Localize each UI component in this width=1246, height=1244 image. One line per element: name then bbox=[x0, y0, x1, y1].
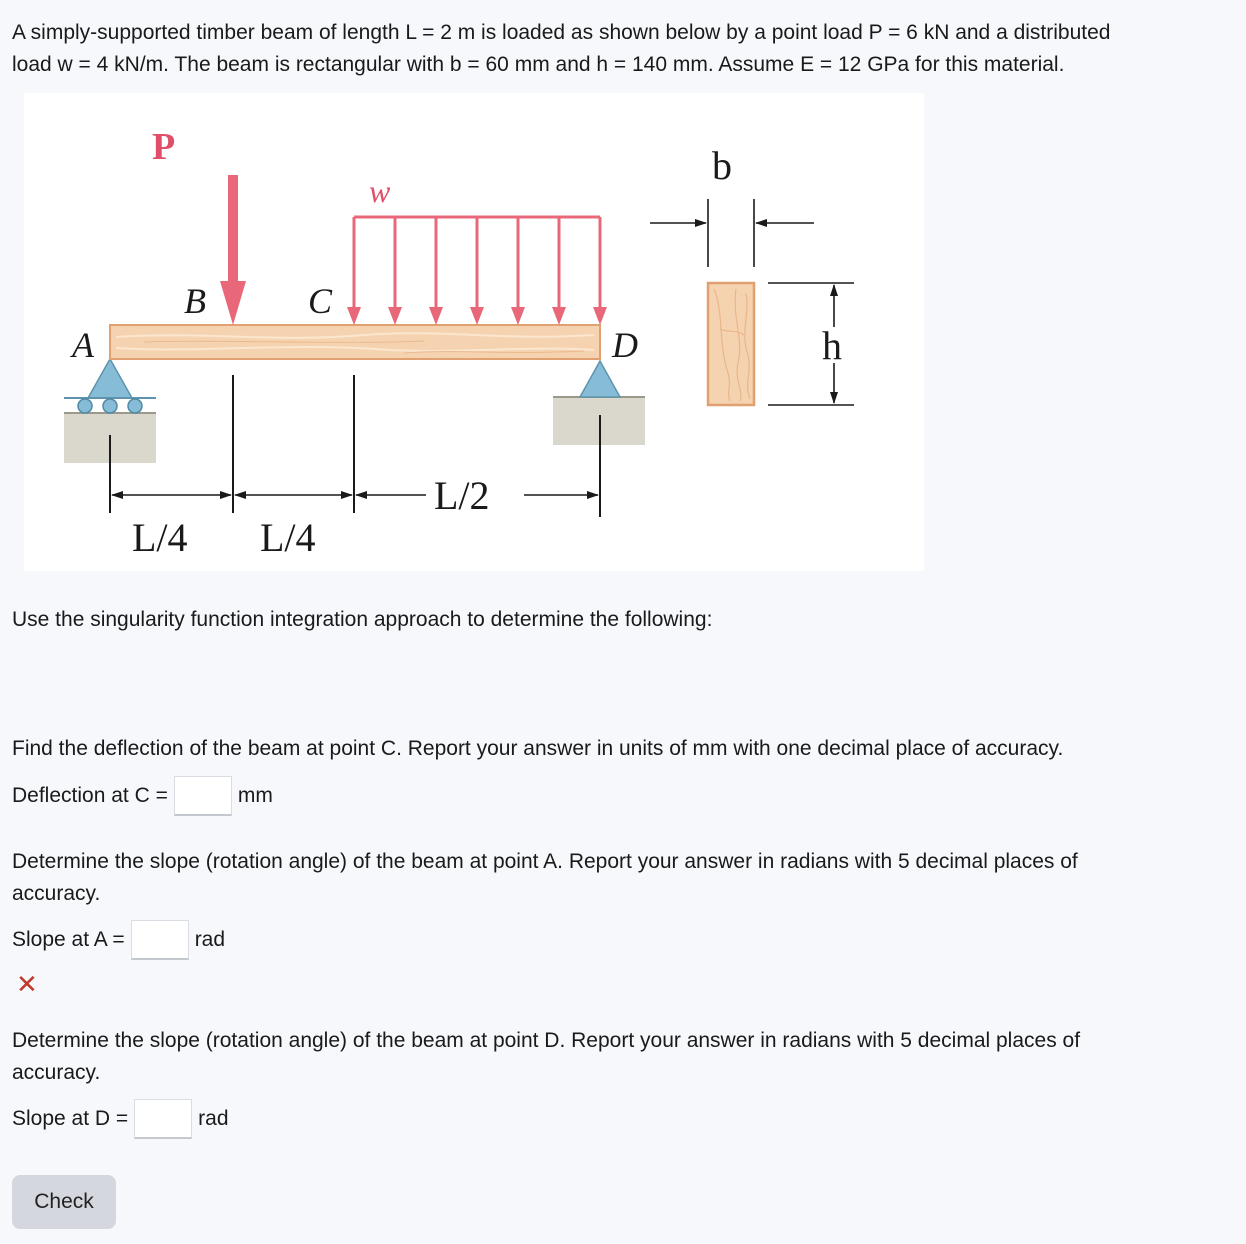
slope-d-text-line2: accuracy. bbox=[12, 1061, 101, 1084]
distributed-load bbox=[347, 217, 607, 325]
problem-line-1: A simply-supported timber beam of length L = 2 m is loaded as shown below by a point load P = 6 kN and a distributed bbox=[12, 21, 1111, 44]
check-button[interactable]: Check bbox=[12, 1175, 116, 1229]
label-c: C bbox=[308, 281, 333, 321]
label-p: P bbox=[152, 126, 176, 168]
pin-support-d bbox=[580, 361, 620, 397]
width-dimension bbox=[650, 199, 814, 267]
point-load-arrow bbox=[220, 175, 246, 325]
incorrect-icon: ✕ bbox=[16, 969, 38, 999]
answer-row-slope-a bbox=[12, 918, 225, 962]
slope-d-input[interactable] bbox=[134, 1099, 192, 1139]
label-a: A bbox=[72, 325, 94, 365]
problem-statement bbox=[12, 17, 1212, 81]
slope-a-text-line1: Determine the slope (rotation angle) of the beam at point A. Report your answer in radians with 5 decimal places of bbox=[12, 850, 1078, 873]
slope-a-input[interactable] bbox=[131, 920, 189, 960]
label-b-width: b bbox=[712, 143, 732, 188]
question-deflection-c: Find the deflection of the beam at point C. Report your answer in units of mm with one decimal place of accuracy. bbox=[12, 737, 1064, 760]
answer-row-slope-d bbox=[12, 1097, 229, 1141]
dim-l2: L/2 bbox=[434, 473, 490, 518]
slope-a-label: Slope at A = bbox=[12, 928, 125, 951]
slope-d-text-line1: Determine the slope (rotation angle) of the beam at point D. Report your answer in radians with 5 decimal places of bbox=[12, 1029, 1081, 1052]
label-d: D bbox=[612, 325, 638, 365]
dim-l4-second: L/4 bbox=[260, 515, 316, 560]
label-h-height: h bbox=[822, 323, 842, 368]
beam-figure bbox=[24, 93, 924, 571]
question-slope-a bbox=[12, 846, 1212, 910]
question-slope-d bbox=[12, 1025, 1212, 1089]
label-b: B bbox=[184, 281, 206, 321]
deflection-c-unit: mm bbox=[237, 784, 273, 807]
roller-support-a bbox=[64, 359, 156, 413]
slope-d-label: Slope at D = bbox=[12, 1107, 129, 1130]
label-w: w bbox=[369, 173, 391, 209]
timber-beam bbox=[110, 325, 600, 359]
dim-l4-first: L/4 bbox=[132, 515, 188, 560]
slope-d-unit: rad bbox=[198, 1107, 229, 1130]
slope-a-unit: rad bbox=[194, 928, 226, 951]
problem-line-2: load w = 4 kN/m. The beam is rectangular with b = 60 mm and h = 140 mm. Assume E = 12 GPa for this material. bbox=[12, 53, 1065, 76]
deflection-c-label: Deflection at C = bbox=[12, 784, 168, 807]
slope-a-text-line2: accuracy. bbox=[12, 882, 101, 905]
answer-row-deflection-c bbox=[12, 774, 273, 818]
deflection-c-input[interactable] bbox=[174, 776, 232, 816]
cross-section bbox=[708, 283, 754, 405]
method-instruction: Use the singularity function integration approach to determine the following: bbox=[12, 608, 713, 631]
